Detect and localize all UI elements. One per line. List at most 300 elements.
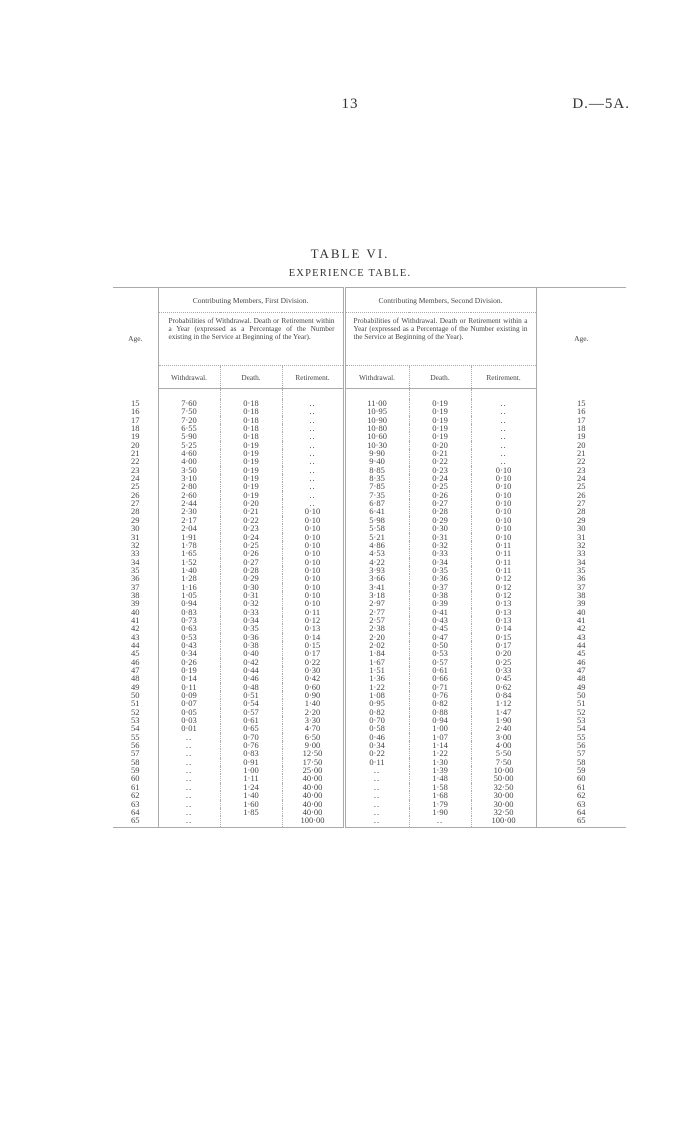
retirement-cell: .. [282,432,344,440]
withdrawal-cell: 0·95 [344,699,409,707]
death-cell: 1·90 [409,808,471,816]
death-cell: 0·30 [220,583,282,591]
death-cell: 0·41 [409,608,471,616]
retirement-cell: 40·00 [282,774,344,782]
age-cell: 35 [536,566,626,574]
age-cell: 46 [536,658,626,666]
retirement-cell: 2·40 [471,724,536,732]
death-cell: 0·32 [220,599,282,607]
retirement-cell: .. [282,424,344,432]
death-cell: 0·39 [409,599,471,607]
age-cell: 50 [536,691,626,699]
retirement-cell: 0·84 [471,691,536,699]
withdrawal-cell: 2·60 [158,491,220,499]
death-cell [220,816,282,827]
death-cell: 0·19 [220,457,282,465]
age-cell: 54 [536,724,626,732]
withdrawal-cell: 3·41 [344,583,409,591]
death-cell: 0·20 [409,441,471,449]
death-cell: 0·19 [409,432,471,440]
withdrawal-cell: 10·30 [344,441,409,449]
death-cell: 0·22 [409,457,471,465]
withdrawal-cell: .. [344,766,409,774]
withdrawal-cell: 7·60 [158,399,220,407]
withdrawal-cell: 0·22 [344,749,409,757]
first-division-header: Contributing Members, First Division. [158,288,344,313]
withdrawal-cell: 0·19 [158,666,220,674]
age-cell: 57 [131,748,140,759]
withdrawal-cell: 9·40 [344,457,409,465]
death-cell: 0·27 [220,558,282,566]
age-cell: 20 [131,439,140,450]
age-cell: 58 [536,758,626,766]
withdrawal-cell: 1·16 [158,583,220,591]
age-cell: 37 [131,581,140,592]
retirement-cell: .. [282,399,344,407]
death-cell: 0·36 [409,574,471,582]
retirement-cell: .. [282,482,344,490]
second-division-header: Contributing Members, Second Division. [344,288,536,313]
age-cell: 36 [131,573,140,584]
withdrawal-cell: 10·60 [344,432,409,440]
retirement-cell: .. [282,457,344,465]
death-cell: 0·19 [220,474,282,482]
withdrawal-cell: 0·83 [158,608,220,616]
retirement-cell: 30·00 [471,800,536,808]
age-cell: 56 [536,741,626,749]
withdrawal-cell: 0·63 [158,624,220,632]
death-cell: 0·30 [409,524,471,532]
age-cell: 39 [131,598,140,609]
age-cell: 18 [536,424,626,432]
retirement-cell: 0·11 [471,558,536,566]
age-cell: 18 [131,423,140,434]
death-cell: 0·76 [220,741,282,749]
retirement-cell: 0·90 [282,691,344,699]
death-cell: 0·26 [409,491,471,499]
retirement-cell: 2·20 [282,708,344,716]
withdrawal-cell: 7·20 [158,416,220,424]
death-cell: 0·51 [220,691,282,699]
death-cell: .. [409,816,471,827]
experience-table [113,287,626,828]
retirement-cell: 6·50 [282,733,344,741]
age-cell: 33 [131,548,140,559]
age-cell: 55 [536,733,626,741]
death-cell: 0·76 [409,691,471,699]
withdrawal-cell: 0·01 [158,724,220,732]
age-cell: 59 [131,765,140,776]
withdrawal-cell: 0·26 [158,658,220,666]
retirement-cell: 0·13 [471,616,536,624]
retirement-cell: 1·47 [471,708,536,716]
death-cell: 0·18 [220,399,282,407]
retirement-cell: 0·12 [282,616,344,624]
death-cell: 0·61 [220,716,282,724]
retirement-cell: 0·45 [471,674,536,682]
retirement-cell: 40·00 [282,791,344,799]
retirement-cell: 0·60 [282,683,344,691]
withdrawal-cell: 1·78 [158,541,220,549]
retirement-cell: 40·00 [282,783,344,791]
withdrawal-cell: 1·40 [158,566,220,574]
age-cell: 28 [131,506,140,517]
death-cell: 0·40 [220,649,282,657]
withdrawal-cell: 10·80 [344,424,409,432]
age-cell: 25 [131,481,140,492]
withdrawal-cell: 0·03 [158,716,220,724]
death-cell: 1·00 [409,724,471,732]
table-row [113,816,626,827]
retirement-cell: .. [282,441,344,449]
age-cell: 52 [536,708,626,716]
death-cell: 0·53 [409,649,471,657]
death-cell: 0·28 [220,566,282,574]
withdrawal-cell: 0·70 [344,716,409,724]
withdrawal-cell: 5·58 [344,524,409,532]
death-cell: 1·11 [220,774,282,782]
age-cell: 33 [536,549,626,557]
death-cell: 1·00 [220,766,282,774]
retirement-cell: 0·25 [471,658,536,666]
death-cell: 0·34 [409,558,471,566]
death-cell: 0·19 [409,407,471,415]
retirement-cell: 0·10 [471,499,536,507]
retirement-cell: .. [282,416,344,424]
withdrawal-cell: 2·44 [158,499,220,507]
withdrawal-cell: 2·17 [158,516,220,524]
retirement-cell: 50·00 [471,774,536,782]
retirement-cell: 1·12 [471,699,536,707]
age-cell: 34 [536,558,626,566]
withdrawal-cell: 2·20 [344,633,409,641]
withdrawal-cell: 2·57 [344,616,409,624]
withdrawal-cell: 1·91 [158,533,220,541]
age-cell: 65 [536,816,626,827]
retirement-cell: 0·10 [471,516,536,524]
age-cell: 51 [131,698,140,709]
death-cell: 1·85 [220,808,282,816]
retirement-cell: .. [471,399,536,407]
withdrawal-cell: 5·90 [158,432,220,440]
age-cell: 27 [536,499,626,507]
retirement-cell: 0·10 [282,533,344,541]
retirement-cell: 0·10 [282,516,344,524]
age-cell: 40 [131,606,140,617]
death-cell: 0·34 [220,616,282,624]
withdrawal-cell: 8·35 [344,474,409,482]
age-cell: 21 [131,448,140,459]
age-cell: 50 [131,690,140,701]
death-cell: 0·21 [409,449,471,457]
death-cell: 0·45 [409,624,471,632]
withdrawal-cell: 0·07 [158,699,220,707]
age-cell: 48 [131,673,140,684]
death-cell: 0·18 [220,424,282,432]
death-cell: 0·29 [409,516,471,524]
death-cell: 0·19 [220,449,282,457]
age-cell: 41 [536,616,626,624]
retirement-cell: 0·11 [282,608,344,616]
death-cell: 0·27 [409,499,471,507]
withdrawal-cell: 4·00 [158,457,220,465]
retirement-cell: .. [471,407,536,415]
probabilities-note-second: Probabilities of Withdrawal. Death or Retirement within a Year (expressed as a Percentage of the Number existing in the Service at Beginning of the Year). [344,313,536,366]
death-cell: 1·79 [409,800,471,808]
retirement-cell: 0·10 [282,583,344,591]
retirement-cell: 0·30 [282,666,344,674]
death-cell: 0·35 [409,566,471,574]
retirement-cell: 0·10 [282,566,344,574]
death-cell: 0·18 [220,407,282,415]
death-cell: 0·38 [220,641,282,649]
retirement-cell: 10·00 [471,766,536,774]
age-cell: 15 [131,398,140,408]
table-title: TABLE VI. [310,246,390,261]
age-cell: 64 [536,808,626,816]
withdrawal-cell: 9·90 [344,449,409,457]
retirement-cell: 0·10 [471,482,536,490]
withdrawal-cell: 1·28 [158,574,220,582]
death-cell: 0·19 [220,441,282,449]
age-cell: 43 [131,631,140,642]
age-cell: 38 [131,589,140,600]
age-cell: 28 [536,507,626,515]
withdrawal-cell: 0·09 [158,691,220,699]
withdrawal-cell: .. [158,783,220,791]
withdrawal-cell: 0·14 [158,674,220,682]
death-cell: 0·33 [409,549,471,557]
retirement-cell: 7·50 [471,758,536,766]
retirement-cell: 0·10 [282,524,344,532]
withdrawal-cell: 2·77 [344,608,409,616]
retirement-cell: 0·10 [282,549,344,557]
death-cell: 0·19 [220,466,282,474]
retirement-header-first: Retirement. [282,366,344,389]
withdrawal-cell: 2·80 [158,482,220,490]
withdrawal-cell: 10·90 [344,416,409,424]
retirement-cell: 30·00 [471,791,536,799]
withdrawal-cell: 0·11 [344,758,409,766]
age-cell: 22 [536,457,626,465]
table-subtitle: EXPERIENCE TABLE. [288,268,412,279]
death-cell: 0·31 [220,591,282,599]
age-cell: 34 [131,556,140,567]
retirement-cell: .. [282,466,344,474]
death-cell: 0·28 [409,507,471,515]
age-cell: 40 [536,608,626,616]
retirement-cell: 0·10 [471,474,536,482]
retirement-cell: 1·90 [471,716,536,724]
death-cell: 1·22 [409,749,471,757]
retirement-cell: 1·40 [282,699,344,707]
retirement-cell: 0·10 [471,524,536,532]
death-cell: 0·42 [220,658,282,666]
death-cell: 0·33 [220,608,282,616]
age-cell: 26 [131,489,140,500]
retirement-cell: 0·11 [471,549,536,557]
death-cell: 0·57 [409,658,471,666]
withdrawal-cell: .. [344,808,409,816]
retirement-cell: 0·13 [282,624,344,632]
age-cell: 16 [131,406,140,417]
age-cell: 56 [131,740,140,751]
retirement-cell: 3·00 [471,733,536,741]
death-cell: 0·37 [409,583,471,591]
death-cell: 0·18 [220,432,282,440]
retirement-cell: 0·17 [282,649,344,657]
death-cell: 0·44 [220,666,282,674]
death-cell: 1·07 [409,733,471,741]
withdrawal-cell: 0·46 [344,733,409,741]
death-header-first: Death. [220,366,282,389]
withdrawal-cell: 0·34 [158,649,220,657]
age-cell: 45 [131,648,140,659]
death-cell: 0·24 [409,474,471,482]
retirement-cell: .. [471,416,536,424]
death-cell: 1·30 [409,758,471,766]
age-cell: 49 [536,683,626,691]
retirement-cell: .. [282,491,344,499]
age-cell: 22 [131,456,140,467]
death-cell: 1·48 [409,774,471,782]
page-number: 13 [341,96,359,112]
retirement-cell: 0·33 [471,666,536,674]
withdrawal-cell: 0·73 [158,616,220,624]
retirement-cell: .. [282,499,344,507]
age-cell: 60 [131,773,140,784]
retirement-cell: .. [471,457,536,465]
withdrawal-cell: 1·05 [158,591,220,599]
age-cell: 41 [131,614,140,625]
age-cell: 27 [131,498,140,509]
death-cell: 1·68 [409,791,471,799]
withdrawal-cell: .. [344,783,409,791]
withdrawal-cell: .. [344,774,409,782]
death-cell: 0·57 [220,708,282,716]
death-cell: 0·35 [220,624,282,632]
withdrawal-cell: .. [158,749,220,757]
age-cell: 53 [536,716,626,724]
withdrawal-cell: 6·41 [344,507,409,515]
withdrawal-cell: 1·52 [158,558,220,566]
age-cell: 62 [536,791,626,799]
retirement-cell: 0·14 [282,633,344,641]
age-cell: 26 [536,491,626,499]
withdrawal-cell: 3·93 [344,566,409,574]
withdrawal-cell: 4·86 [344,541,409,549]
retirement-cell: .. [471,441,536,449]
retirement-cell: 0·42 [282,674,344,682]
age-cell: 19 [536,432,626,440]
age-cell: 17 [536,416,626,424]
withdrawal-cell: 0·11 [158,683,220,691]
withdrawal-cell: .. [344,791,409,799]
withdrawal-cell: 1·84 [344,649,409,657]
age-cell: 23 [536,466,626,474]
death-cell: 0·47 [409,633,471,641]
probabilities-note-first: Probabilities of Withdrawal. Death or Retirement within a Year (expressed as a Percentage of the Number existing in the Service at Beginning of the Year). [158,313,344,366]
withdrawal-cell: .. [158,808,220,816]
age-cell: 17 [131,414,140,425]
age-cell: 57 [536,749,626,757]
death-cell: 0·70 [220,733,282,741]
age-cell: 21 [536,449,626,457]
retirement-cell: 40·00 [282,800,344,808]
retirement-cell: 9·00 [282,741,344,749]
age-cell: 30 [131,523,140,534]
death-cell: 1·14 [409,741,471,749]
withdrawal-cell: 0·94 [158,599,220,607]
death-cell: 0·91 [220,758,282,766]
death-cell: 0·23 [409,466,471,474]
death-cell: 0·46 [220,674,282,682]
retirement-cell: 0·10 [471,507,536,515]
retirement-cell: .. [282,449,344,457]
retirement-cell: 0·11 [471,541,536,549]
age-cell: 60 [536,774,626,782]
age-cell: 36 [536,574,626,582]
retirement-cell: .. [282,474,344,482]
table-body [113,389,626,828]
age-cell: 32 [131,539,140,550]
withdrawal-cell: 1·08 [344,691,409,699]
age-cell: 48 [536,674,626,682]
withdrawal-cell: 3·50 [158,466,220,474]
death-cell: 0·65 [220,724,282,732]
retirement-cell: .. [471,432,536,440]
age-cell: 43 [536,633,626,641]
withdrawal-cell: 5·25 [158,441,220,449]
age-cell: 46 [131,656,140,667]
withdrawal-cell: 2·04 [158,524,220,532]
death-cell: 0·66 [409,674,471,682]
retirement-cell: 0·10 [282,558,344,566]
age-cell: 61 [131,781,140,792]
retirement-cell: 0·12 [471,591,536,599]
age-cell: 19 [131,431,140,442]
withdrawal-cell: .. [158,774,220,782]
age-cell: 44 [536,641,626,649]
retirement-cell: 0·62 [471,683,536,691]
withdrawal-cell: 3·66 [344,574,409,582]
age-cell: 44 [131,639,140,650]
death-cell: 1·24 [220,783,282,791]
death-cell: 0·22 [220,516,282,524]
retirement-cell: 5·50 [471,749,536,757]
withdrawal-cell: 5·98 [344,516,409,524]
death-cell: 0·26 [220,549,282,557]
retirement-cell: 0·10 [471,533,536,541]
retirement-cell: 32·50 [471,808,536,816]
death-cell: 0·50 [409,641,471,649]
death-cell: 0·31 [409,533,471,541]
retirement-cell: 0·22 [282,658,344,666]
withdrawal-cell: 2·30 [158,507,220,515]
death-cell: 1·39 [409,766,471,774]
retirement-cell: 0·10 [471,491,536,499]
withdrawal-cell: 5·21 [344,533,409,541]
withdrawal-cell: 1·65 [158,549,220,557]
withdrawal-cell: 4·22 [344,558,409,566]
withdrawal-cell: 1·22 [344,683,409,691]
retirement-cell: 40·00 [282,808,344,816]
withdrawal-header-second: Withdrawal. [344,366,409,389]
age-cell: 59 [536,766,626,774]
withdrawal-cell: 8·85 [344,466,409,474]
death-cell: 0·20 [220,499,282,507]
age-cell: 53 [131,715,140,726]
